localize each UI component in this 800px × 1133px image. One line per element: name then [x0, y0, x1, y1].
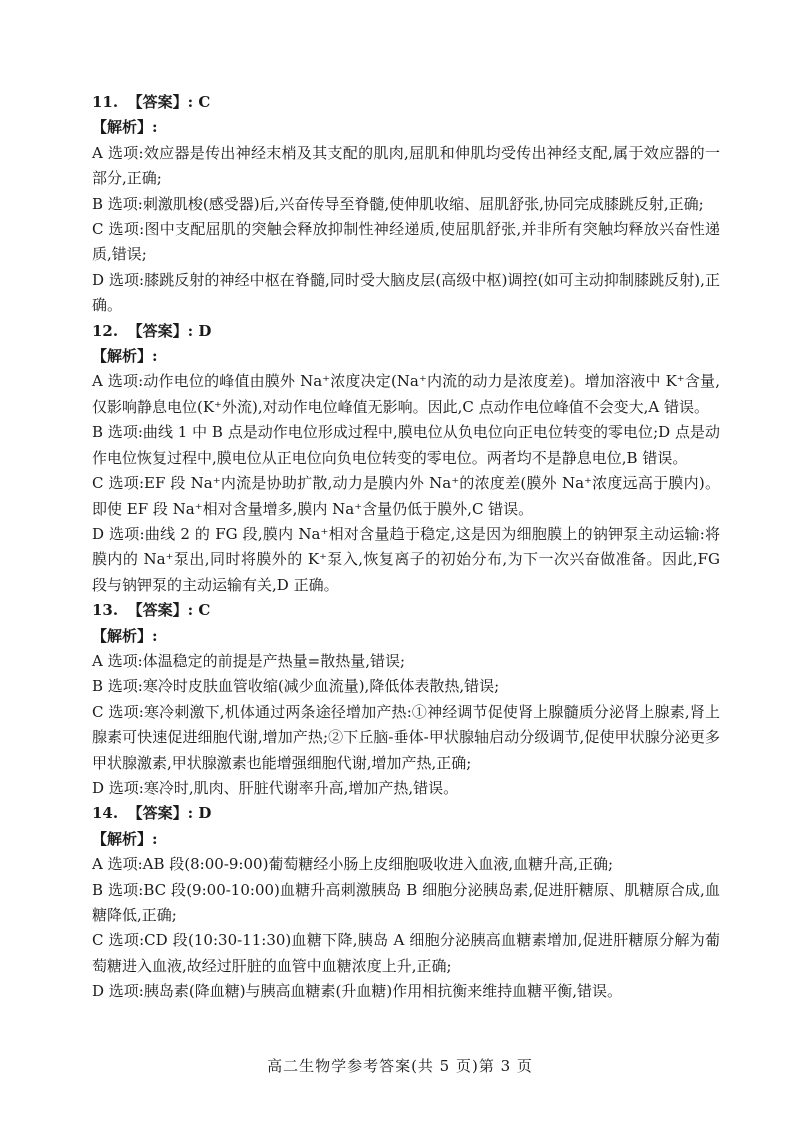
- option-b: B 选项:寒冷时皮肤血管收缩(减少血流量),降低体表散热,错误;: [92, 677, 500, 696]
- option-a: A 选项:体温稳定的前提是产热量=散热量,错误;: [92, 651, 406, 670]
- question-number: 11.: [92, 93, 119, 111]
- option-a: A 选项:AB 段(8:00-9:00)葡萄糖经小肠上皮细胞吸收进入血液,血糖升高,正确;: [92, 855, 614, 874]
- option-d: D 选项:胰岛素(降血糖)与胰高血糖素(升血糖)作用相抗衡来维持血糖平衡,错误。: [92, 982, 623, 1001]
- option-c: C 选项:CD 段(10:30-11:30)血糖下降,胰岛 A 细胞分泌胰高血糖素增加,促进肝糖原分解为葡萄糖进入血液,故经过肝脏的血管中血糖浓度上升,正确;: [92, 931, 720, 975]
- question-number: 13.: [92, 601, 119, 620]
- question-12: [92, 319, 720, 598]
- analysis-label: 【解析】:: [92, 829, 158, 848]
- question-11: [92, 90, 720, 319]
- answer-label: 【答案】: C: [127, 93, 211, 111]
- option-c: C 选项:EF 段 Na⁺内流是协助扩散,动力是膜内外 Na⁺的浓度差(膜外 Na⁺浓度远高于膜内)。即使 EF 段 Na⁺相对含量增多,膜内 Na⁺含量仍低于膜外,C 错误。: [92, 474, 720, 518]
- analysis-label: 【解析】:: [92, 118, 158, 137]
- analysis-label: 【解析】:: [92, 626, 158, 645]
- page-footer: 高二生物学参考答案(共 5 页)第 3 页: [267, 1057, 533, 1075]
- question-13: [92, 598, 720, 801]
- option-b: B 选项:刺激肌梭(感受器)后,兴奋传导至脊髓,使伸肌收缩、屈肌舒张,协同完成膝跳反射,正确;: [92, 194, 704, 213]
- option-d: D 选项:曲线 2 的 FG 段,膜内 Na⁺相对含量趋于稳定,这是因为细胞膜上的钠钾泵主动运输:将膜内的 Na⁺泵出,同时将膜外的 K⁺泵入,恢复离子的初始分布,为下一次兴奋做准备。因此,FG 段与钠钾泵的主动运输有关,D 正确。: [92, 524, 720, 594]
- option-c: C 选项:图中支配屈肌的突触会释放抑制性神经递质,使屈肌舒张,并非所有突触均释放兴奋性递质,错误;: [92, 220, 720, 264]
- option-b: B 选项:曲线 1 中 B 点是动作电位形成过程中,膜电位从负电位向正电位转变的零电位;D 点是动作电位恢复过程中,膜电位从正电位向负电位转变的零电位。两者均不是静息电位,B 错误。: [92, 423, 720, 467]
- option-d: D 选项:寒冷时,肌肉、肝脏代谢率升高,增加产热,错误。: [92, 778, 459, 797]
- question-number: 12.: [92, 321, 119, 340]
- option-c: C 选项:寒冷刺激下,机体通过两条途径增加产热:①神经调节促使肾上腺髓质分泌肾上腺素,肾上腺素可快速促进细胞代谢,增加产热;②下丘脑-垂体-甲状腺轴启动分级调节,促使甲状腺分泌更多甲状腺激素,甲状腺激素也能增强细胞代谢,增加产热,正确;: [92, 702, 720, 772]
- option-d: D 选项:膝跳反射的神经中枢在脊髓,同时受大脑皮层(高级中枢)调控(如可主动抑制膝跳反射),正确。: [92, 270, 720, 315]
- option-a: A 选项:动作电位的峰值由膜外 Na⁺浓度决定(Na⁺内流的动力是浓度差)。增加溶液中 K⁺含量,仅影响静息电位(K⁺外流),对动作电位峰值无影响。因此,C 点动作电位峰值不会变大,A 错误。: [92, 372, 720, 416]
- answer-content: [92, 90, 720, 1005]
- question-number: 14.: [92, 804, 119, 823]
- option-a: A 选项:效应器是传出神经末梢及其支配的肌肉,屈肌和伸肌均受传出神经支配,属于效应器的一部分,正确;: [92, 143, 720, 188]
- answer-label: 【答案】: D: [127, 804, 212, 823]
- answer-label: 【答案】: C: [127, 601, 211, 620]
- analysis-label: 【解析】:: [92, 347, 158, 366]
- answer-label: 【答案】: D: [127, 321, 212, 340]
- question-14: [92, 801, 720, 1004]
- option-b: B 选项:BC 段(9:00-10:00)血糖升高刺激胰岛 B 细胞分泌胰岛素,促进肝糖原、肌糖原合成,血糖降低,正确;: [92, 880, 720, 924]
